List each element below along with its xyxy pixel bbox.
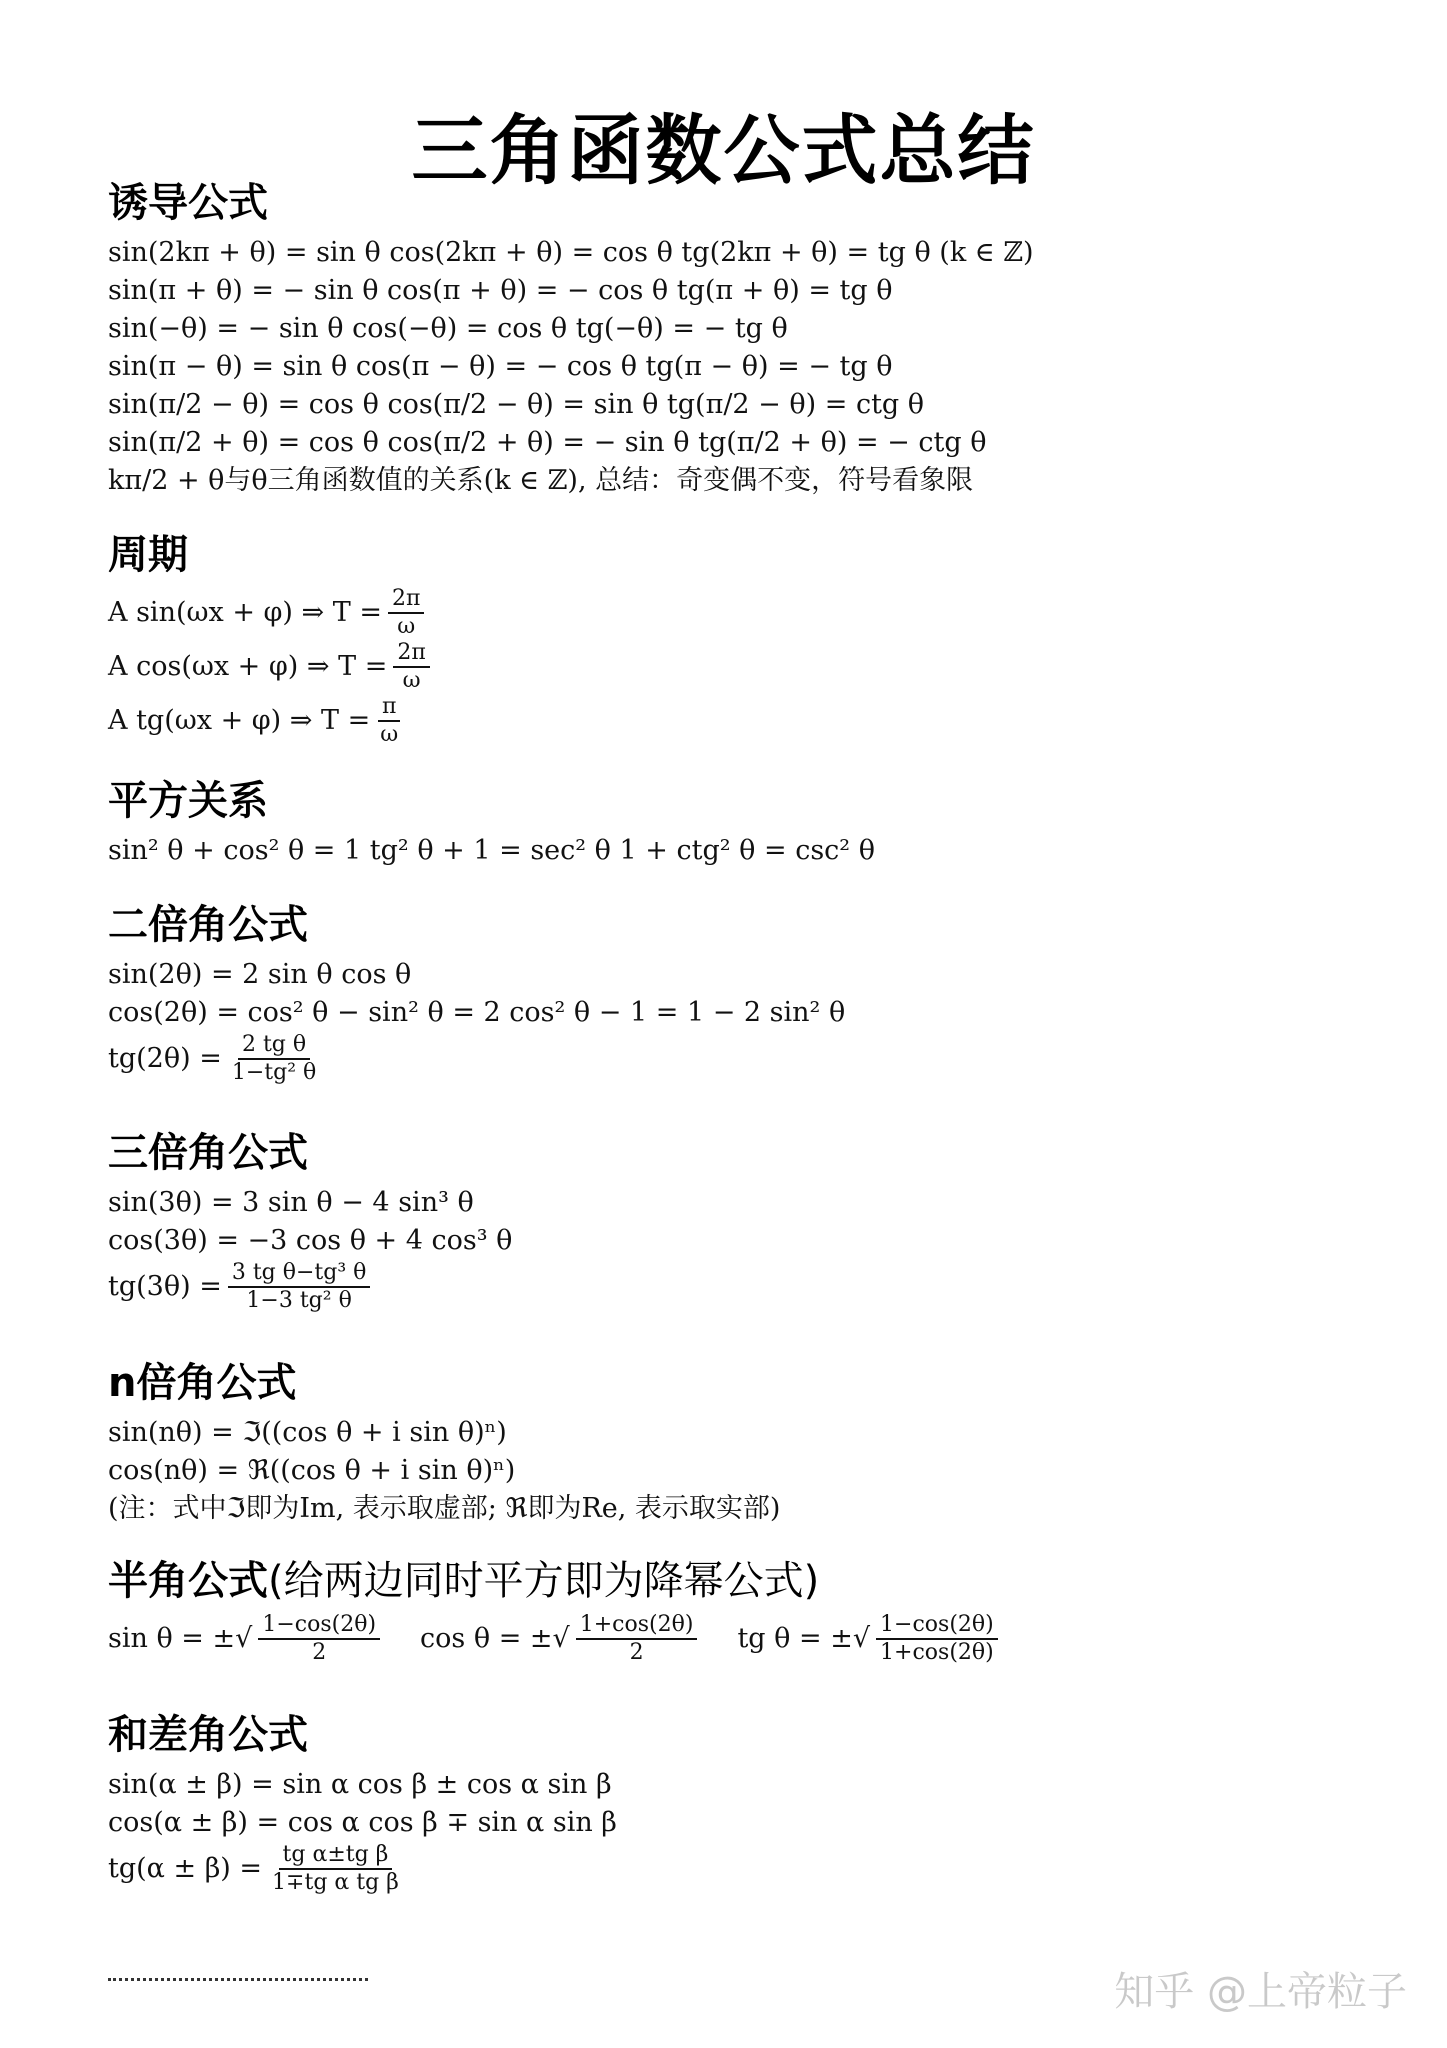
fraction-numerator: 2 tg θ bbox=[238, 1033, 310, 1060]
formula-lhs: tg(3θ) = bbox=[108, 1271, 222, 1302]
fraction-denominator: 1−tg² θ bbox=[231, 1060, 317, 1085]
fraction bbox=[876, 1613, 998, 1665]
section-heading: 诱导公式 bbox=[108, 180, 268, 226]
section-sum-difference bbox=[108, 1710, 1398, 1896]
formula-lhs: tg(α ± β) = bbox=[108, 1853, 263, 1884]
fraction-denominator: ω bbox=[380, 722, 399, 747]
fraction-denominator: ω bbox=[397, 614, 416, 639]
formula-note: kπ/2 + θ与θ三角函数值的关系(k ∈ ℤ), 总结：奇变偶不变，符号看象限 bbox=[108, 465, 974, 496]
fraction-denominator: 1+cos(2θ) bbox=[880, 1640, 994, 1665]
watermark: 知乎 @上帝粒子 bbox=[1114, 1969, 1407, 2015]
formula-lhs: tg(2θ) = bbox=[108, 1043, 222, 1074]
fraction-numerator: 2π bbox=[393, 641, 429, 668]
fraction-numerator: 1+cos(2θ) bbox=[576, 1613, 698, 1640]
formula-line: cos(nθ) = ℜ((cos θ + i sin θ)ⁿ) bbox=[108, 1455, 516, 1486]
section-heading: 三倍角公式 bbox=[108, 1130, 308, 1176]
section-half-angle bbox=[108, 1556, 1398, 1666]
fraction bbox=[268, 1843, 403, 1895]
fraction-numerator: tg α±tg β bbox=[279, 1843, 393, 1870]
formula-line: sin(α ± β) = sin α cos β ± cos α sin β bbox=[108, 1769, 612, 1800]
fraction-numerator: 3 tg θ−tg³ θ bbox=[228, 1261, 371, 1288]
formula-line: sin(π/2 + θ) = cos θ cos(π/2 + θ) = − sin θ tg(π/2 + θ) = − ctg θ bbox=[108, 427, 987, 458]
section-heading: 平方关系 bbox=[108, 778, 268, 824]
formula-line bbox=[108, 694, 1398, 748]
formula-line bbox=[108, 1612, 1398, 1666]
section-heading: 和差角公式 bbox=[108, 1712, 308, 1758]
formula-line: cos(3θ) = −3 cos θ + 4 cos³ θ bbox=[108, 1225, 513, 1256]
formula-line: sin(π/2 − θ) = cos θ cos(π/2 − θ) = sin θ tg(π/2 − θ) = ctg θ bbox=[108, 389, 925, 420]
formula-line bbox=[108, 640, 1398, 694]
formula-note: (注：式中ℑ即为Im, 表示取虚部; ℜ即为Re, 表示取实部) bbox=[108, 1493, 781, 1524]
section-heading-note: (给两边同时平方即为降幂公式) bbox=[268, 1558, 820, 1604]
section-n-angle bbox=[108, 1358, 1398, 1528]
page-title: 三角函数公式总结 bbox=[411, 106, 1036, 195]
formula-line: sin(nθ) = ℑ((cos θ + i sin θ)ⁿ) bbox=[108, 1417, 507, 1448]
section-heading: 二倍角公式 bbox=[108, 902, 308, 948]
section-induction bbox=[108, 178, 1398, 500]
formula-line bbox=[108, 586, 1398, 640]
formula-line: cos(α ± β) = cos α cos β ∓ sin α sin β bbox=[108, 1807, 617, 1838]
fraction-denominator: 2 bbox=[312, 1640, 327, 1665]
fraction-denominator: 1−3 tg² θ bbox=[246, 1288, 352, 1313]
fraction bbox=[228, 1261, 371, 1313]
formula-line: sin² θ + cos² θ = 1 tg² θ + 1 = sec² θ 1 + ctg² θ = csc² θ bbox=[108, 835, 875, 866]
formula-lhs: A cos(ωx + φ) ⇒ T = bbox=[108, 651, 388, 682]
fraction-denominator: 2 bbox=[629, 1640, 644, 1665]
fraction-denominator: 1∓tg α tg β bbox=[272, 1870, 399, 1895]
formula-line bbox=[108, 1842, 1398, 1896]
section-heading bbox=[108, 1556, 1398, 1606]
section-heading: n倍角公式 bbox=[108, 1360, 297, 1406]
fraction bbox=[258, 1613, 380, 1665]
section-square bbox=[108, 776, 1398, 870]
fraction-numerator: 2π bbox=[388, 587, 424, 614]
formula-line: sin(−θ) = − sin θ cos(−θ) = cos θ tg(−θ) = − tg θ bbox=[108, 313, 788, 344]
section-triple-angle bbox=[108, 1128, 1398, 1314]
formula-lhs: sin θ = ±√ bbox=[108, 1623, 253, 1654]
cut-off-text bbox=[108, 1978, 368, 1989]
formula-lhs: tg θ = ±√ bbox=[737, 1623, 871, 1654]
formula-line: sin(π − θ) = sin θ cos(π − θ) = − cos θ tg(π − θ) = − tg θ bbox=[108, 351, 893, 382]
fraction-numerator: π bbox=[378, 695, 400, 722]
formula-line bbox=[108, 1032, 1398, 1086]
formula-line: cos(2θ) = cos² θ − sin² θ = 2 cos² θ − 1 = 1 − 2 sin² θ bbox=[108, 997, 846, 1028]
formula-lhs: A tg(ωx + φ) ⇒ T = bbox=[108, 705, 371, 736]
fraction bbox=[388, 587, 424, 639]
formula-line: sin(2kπ + θ) = sin θ cos(2kπ + θ) = cos θ tg(2kπ + θ) = tg θ (k ∈ ℤ) bbox=[108, 237, 1034, 268]
formula-lhs: A sin(ωx + φ) ⇒ T = bbox=[108, 597, 382, 628]
formula-line: sin(π + θ) = − sin θ cos(π + θ) = − cos θ tg(π + θ) = tg θ bbox=[108, 275, 893, 306]
fraction-numerator: 1−cos(2θ) bbox=[876, 1613, 998, 1640]
section-period bbox=[108, 530, 1398, 748]
fraction-numerator: 1−cos(2θ) bbox=[258, 1613, 380, 1640]
fraction-denominator: ω bbox=[402, 668, 421, 693]
section-heading-main: 半角公式 bbox=[108, 1558, 268, 1604]
fraction bbox=[576, 1613, 698, 1665]
fraction bbox=[393, 641, 429, 693]
section-heading: 周期 bbox=[108, 532, 188, 578]
formula-line: sin(3θ) = 3 sin θ − 4 sin³ θ bbox=[108, 1187, 474, 1218]
fraction bbox=[228, 1033, 320, 1085]
formula-line bbox=[108, 1260, 1398, 1314]
formula-line: sin(2θ) = 2 sin θ cos θ bbox=[108, 959, 412, 990]
formula-lhs: cos θ = ±√ bbox=[420, 1623, 570, 1654]
section-double-angle bbox=[108, 900, 1398, 1086]
fraction bbox=[376, 695, 402, 747]
